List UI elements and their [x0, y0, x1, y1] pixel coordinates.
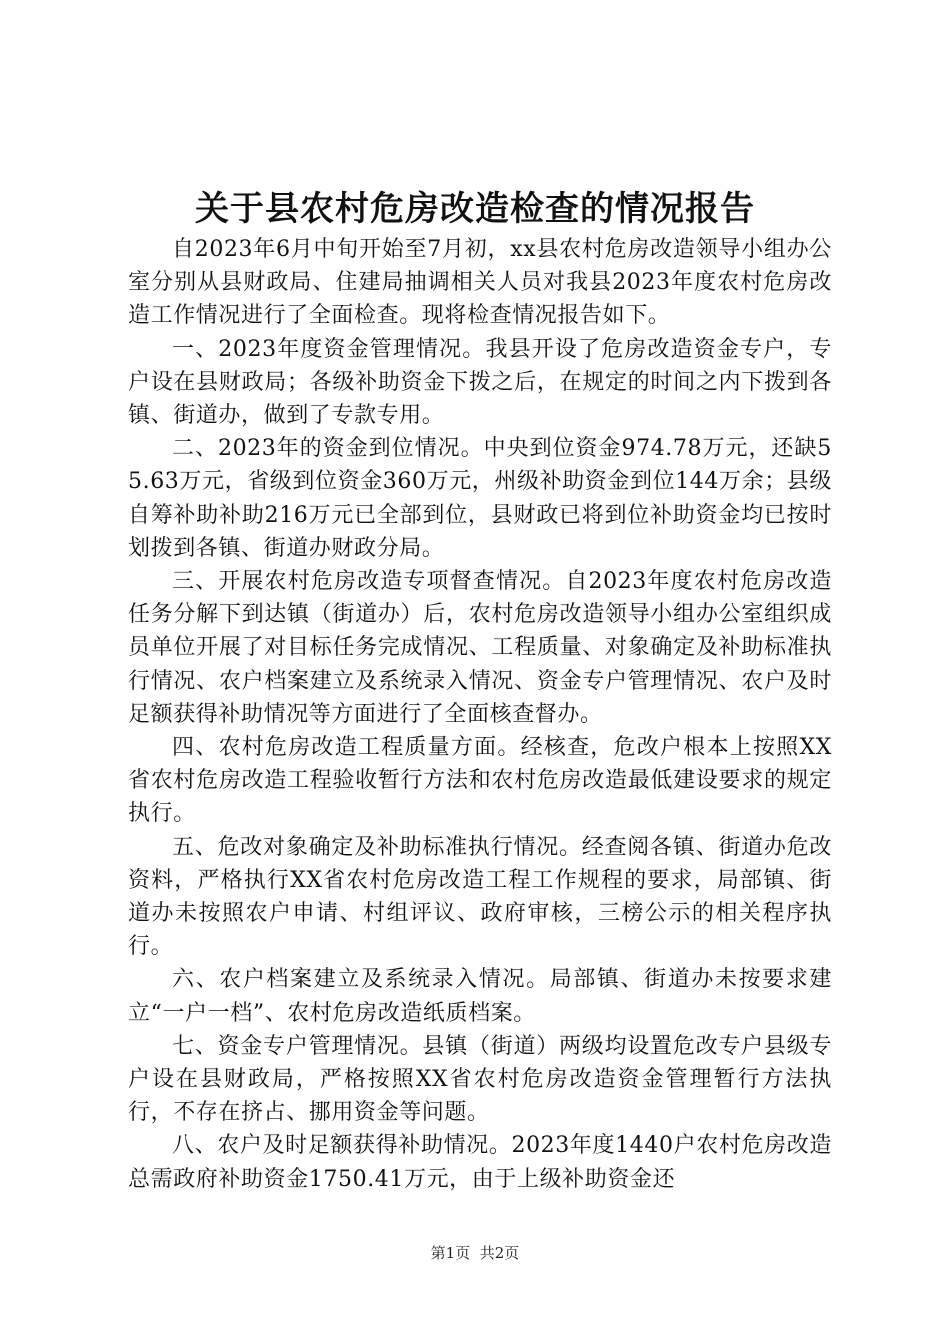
paragraph-section-5: 五、危改对象确定及补助标准执行情况。经查阅各镇、街道办危改资料，严格执行XX省农村危房改造工程工作规程的要求，局部镇、街道办未按照农户申请、村组评议、政府审核，三榜公示的相关程序执行。: [128, 834, 832, 960]
page-total: 共2页: [479, 1244, 520, 1262]
paragraph-section-4: 四、农村危房改造工程质量方面。经核查，危改户根本上按照XX省农村危房改造工程验收暂行方法和农村危房改造最低建设要求的规定执行。: [128, 735, 832, 827]
paragraph-section-6: 六、农户档案建立及系统录入情况。局部镇、街道办未按要求建立“一户一档”、农村危房改造纸质档案。: [128, 967, 832, 1026]
paragraph-section-7: 七、资金专户管理情况。县镇（街道）两级均设置危改专户县级专户设在县财政局，严格按照XX省农村危房改造资金管理暂行方法执行，不存在挤占、挪用资金等问题。: [128, 1033, 832, 1126]
paragraph-section-1: 一、2023年度资金管理情况。我县开设了危房改造资金专户，专户设在县财政局；各级补助资金下拨之后，在规定的时间之内下拨到各镇、街道办，做到了专款专用。: [128, 336, 832, 429]
document-body: [128, 233, 832, 1196]
paragraph-section-3: 三、开展农村危房改造专项督查情况。自2023年度农村危房改造任务分解下到达镇（街道办）后，农村危房改造领导小组办公室组织成员单位开展了对目标任务完成情况、工程质量、对象确定及补助标准执行情况、农户档案建立及系统录入情况、资金专户管理情况、农户及时足额获得补助情况等方面进行了全面核查督办。: [128, 569, 832, 727]
paragraph-section-8: 八、农户及时足额获得补助情况。2023年度1440户农村危房改造总需政府补助资金1750.41万元，由于上级补助资金还: [128, 1133, 832, 1192]
paragraph-section-2: 二、2023年的资金到位情况。中央到位资金974.78万元，还缺55.63万元，省级到位资金360万元，州级补助资金到位144万余；县级自筹补助补助216万元已全部到位，县财政已将到位补助资金均已按时划拨到各镇、街道办财政分局。: [128, 436, 832, 561]
paragraph-intro: 自2023年6月中旬开始至7月初，xx县农村危房改造领导小组办公室分别从县财政局、住建局抽调相关人员对我县2023年度农村危房改造工作情况进行了全面检查。现将检查情况报告如下。: [128, 237, 832, 329]
page-number: 第1页: [430, 1244, 471, 1262]
page-footer: [0, 1243, 950, 1263]
document-title: 关于县农村危房改造检查的情况报告: [195, 189, 755, 229]
